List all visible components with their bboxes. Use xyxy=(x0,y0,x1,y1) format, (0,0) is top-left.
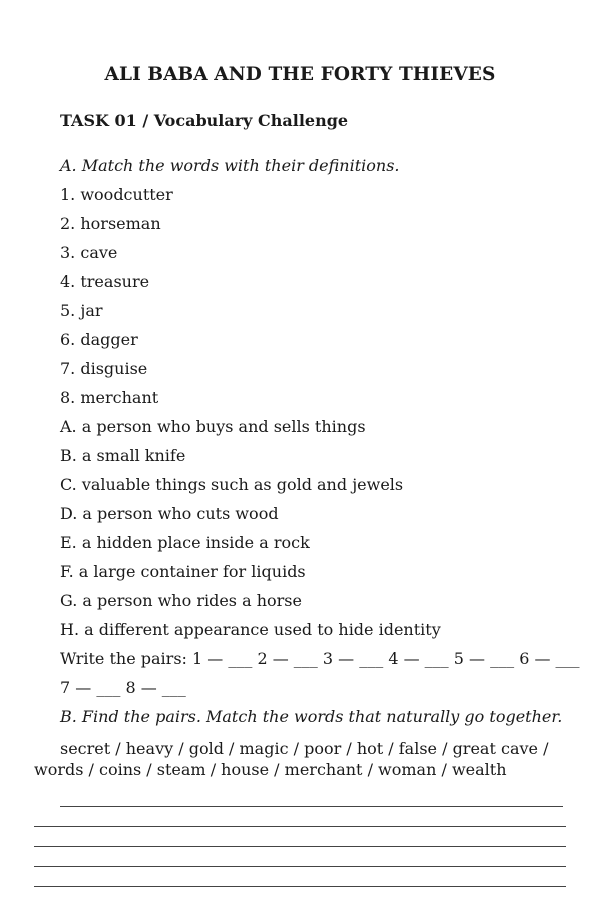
definition-item: C. valuable things such as gold and jewels xyxy=(60,475,404,494)
definition-item: E. a hidden place inside a rock xyxy=(60,533,310,552)
word-item: 8. merchant xyxy=(60,388,159,407)
section-b-word-list: secret / heavy / gold / magic / poor / hot / false / great cave / words / coins / steam / house / merchant / woman / wealth xyxy=(34,739,549,779)
word-item: 3. cave xyxy=(60,243,118,262)
answer-line xyxy=(34,826,566,827)
section-a-instruction: A. Match the words with their definitions. xyxy=(60,156,400,175)
definition-item: A. a person who buys and sells things xyxy=(60,417,366,436)
section-b-instruction: B. Find the pairs. Match the words that naturally go together. xyxy=(60,707,563,726)
word-item: 7. disguise xyxy=(60,359,148,378)
answer-line xyxy=(34,886,566,887)
task-heading: TASK 01 / Vocabulary Challenge xyxy=(60,111,349,130)
worksheet-title: ALI BABA AND THE FORTY THIEVES xyxy=(104,64,496,85)
answer-line xyxy=(60,806,563,807)
word-item: 6. dagger xyxy=(60,330,138,349)
definition-item: F. a large container for liquids xyxy=(60,562,306,581)
pairs-answer-line: Write the pairs: 1 — ___ 2 — ___ 3 — ___ 4 — ___ 5 — ___ 6 — ___ xyxy=(60,649,580,668)
word-item: 4. treasure xyxy=(60,272,150,291)
definition-item: H. a different appearance used to hide identity xyxy=(60,620,441,639)
definition-item: B. a small knife xyxy=(60,446,186,465)
word-item: 5. jar xyxy=(60,301,103,320)
word-item: 1. woodcutter xyxy=(60,185,173,204)
definition-item: D. a person who cuts wood xyxy=(60,504,279,523)
definition-item: G. a person who rides a horse xyxy=(60,591,302,610)
answer-line xyxy=(34,866,566,867)
answer-line xyxy=(34,846,566,847)
pairs-answer-line: 7 — ___ 8 — ___ xyxy=(60,678,186,697)
word-item: 2. horseman xyxy=(60,214,161,233)
